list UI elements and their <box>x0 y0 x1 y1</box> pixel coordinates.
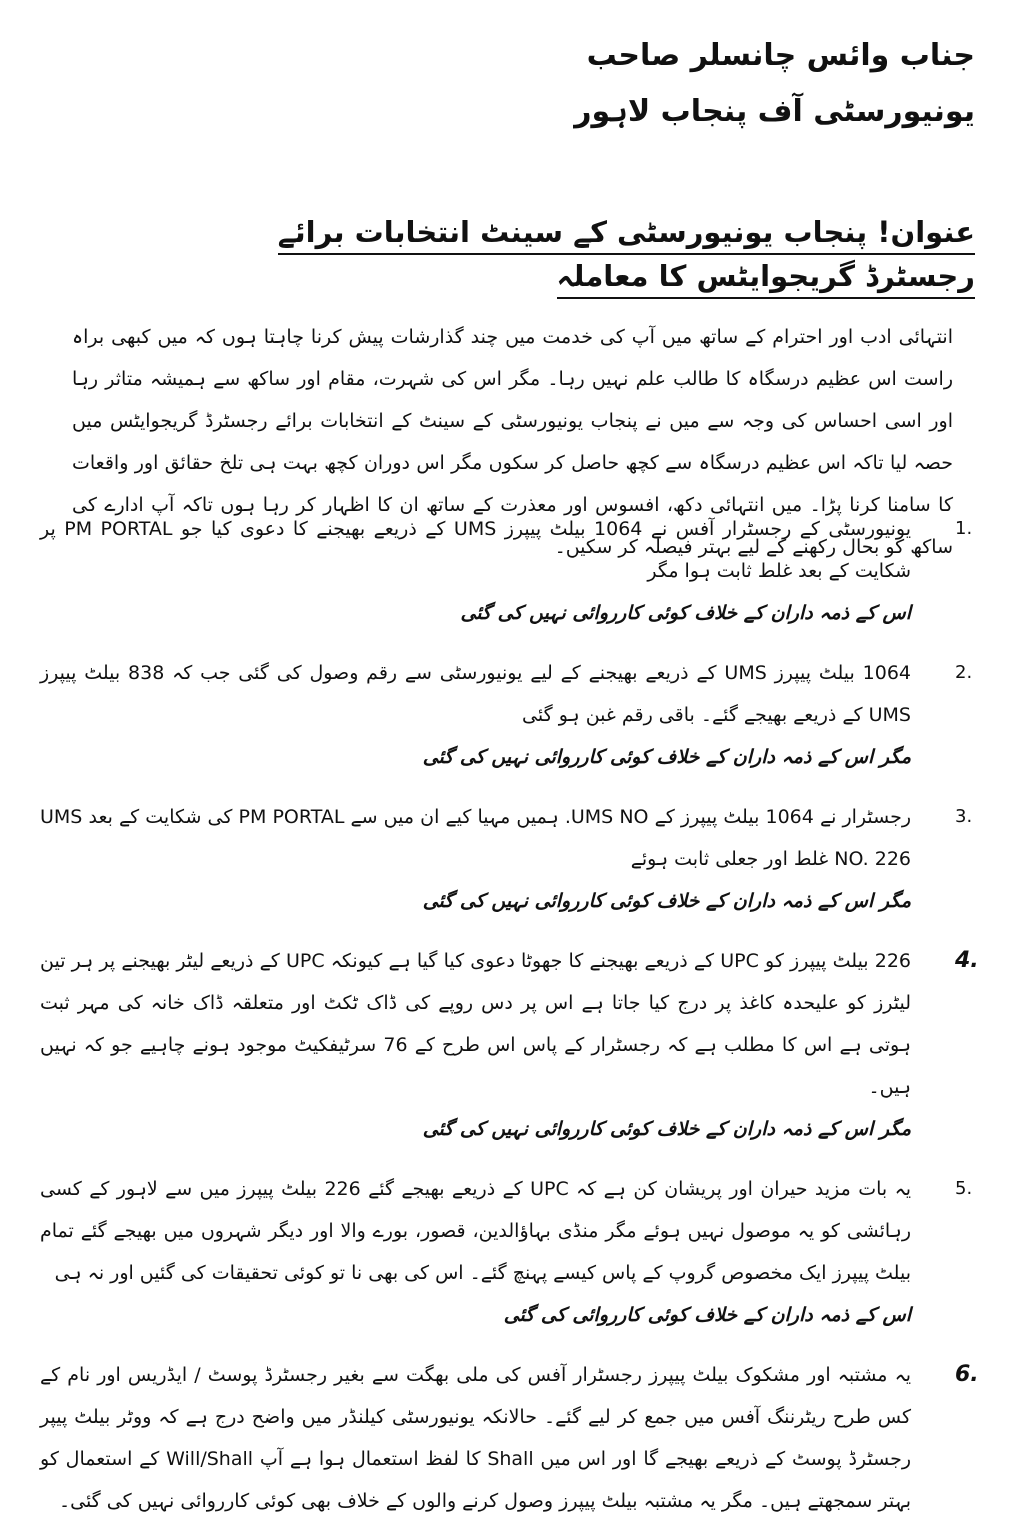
list-item <box>40 796 973 922</box>
item-number: 2. <box>955 662 973 683</box>
addressee-title: جناب وائس چانسلر صاحب <box>586 38 975 73</box>
subject-text: عنوان! پنجاب یونیورسٹی کے سینٹ انتخابات برائے رجسٹرڈ گریجوایٹس کا معاملہ <box>278 215 975 299</box>
intro-paragraph: انتہائی ادب اور احترام کے ساتھ میں آپ کی خدمت میں چند گذارشات پیش کرنا چاہتا ہوں کہ میں کبھی براہ راست اس عظیم درسگاہ کا طالب علم نہیں رہا۔ مگر اس کی شہرت، مقام اور ساکھ سے ہمیشہ متاثر رہا اور اسی احساس کی وجہ سے میں نے پنجاب یونیورسٹی کے سینٹ کے انتخابات برائے رجسٹرڈ گریجوایٹس میں حصہ لیا تاکہ اس عظیم درسگاہ سے کچھ حاصل کر سکوں مگر اس دوران کچھ بہت ہی تلخ حقائق اور واقعات کا سامنا کرنا پڑا۔ میں انتہائی دکھ، افسوس اور معذرت کے ساتھ ان کا اظہار کر رہا ہوں تاکہ آپ ادارے کی ساکھ کو بحال رکھنے کے لیے بہتر فیصلہ کر سکیں۔ <box>72 326 953 558</box>
item-emphasis: اس کے ذمہ داران کے خلاف کوئی کارروائی نہیں کی گئی <box>460 602 911 624</box>
item-text: رجسٹرار نے 1064 بیلٹ پیپرز کے UMS NO. ہمیں مہیا کیے ان میں سے PM PORTAL کی شکایت کے بعد UMS NO. 226 غلط اور جعلی ثابت ہوئے <box>40 806 912 870</box>
subject-heading <box>215 210 975 298</box>
item-text: 226 بیلٹ پیپرز کو UPC کے ذریعے بھیجنے کا جھوٹا دعوی کیا گیا ہے کیونکہ UPC کے ذریعے لیٹر بھیجنے پر ہر تین لیٹرز کو علیحدہ کاغذ پر درج کیا جاتا ہے اس پر دس روپے کی ڈاک ٹکٹ اور متعلقہ ڈاک خانہ کی مہر ثبت ہوتی ہے اس کا مطلب ہے کہ رجسٹرار کے پاس اس طرح کے 76 سرٹیفکیٹ موجود ہونے چاہیے جو کہ نہیں ہیں۔ <box>40 950 912 1098</box>
item-number: 3. <box>955 806 973 827</box>
item-number: 1. <box>955 518 973 539</box>
item-text: 1064 بیلٹ پیپرز UMS کے ذریعے بھیجنے کے لیے یونیورسٹی سے رقم وصول کی گئی جب کہ 838 بیلٹ پیپرز UMS کے ذریعے بھیجے گئے۔ باقی رقم غبن ہو گئی <box>40 662 911 726</box>
item-number: 6. <box>955 1362 979 1387</box>
complaint-list <box>40 508 979 1540</box>
item-text: یونیورسٹی کے رجسٹرار آفس نے 1064 بیلٹ پیپرز UMS کے ذریعے بھیجنے کا دعوی کیا جو PM PORTAL پر شکایت کے بعد غلط ثابت ہوا مگر <box>40 518 911 582</box>
item-emphasis: مگر اس کے ذمہ داران کے خلاف کوئی کارروائی نہیں کی گئی <box>422 746 911 768</box>
item-number: 4. <box>955 948 979 973</box>
item-emphasis: مگر اس کے ذمہ داران کے خلاف کوئی کارروائی نہیں کی گئی <box>422 1118 911 1140</box>
addressee-block <box>574 28 975 140</box>
addressee-institution: یونیورسٹی آف پنجاب لاہور <box>574 94 975 129</box>
list-item <box>40 508 973 634</box>
list-item <box>40 1168 973 1336</box>
list-item <box>40 1354 979 1522</box>
item-text: یہ بات مزید حیران اور پریشان کن ہے کہ UPC کے ذریعے بھیجے گئے 226 بیلٹ پیپرز میں سے لاہور کے کسی رہائشی کو یہ موصول نہیں ہوئے مگر منڈی بہاؤالدین، قصور، بورے والا اور دیگر شہروں میں بھیجے گئے تمام بیلٹ پیپرز ایک مخصوص گروپ کے پاس کیسے پہنچ گئے۔ اس کی بھی نا تو کوئی تحقیقات کی گئیں اور نہ ہی <box>40 1178 911 1284</box>
item-emphasis: اس کے ذمہ داران کے خلاف کوئی کارروائی کی گئی <box>503 1304 911 1326</box>
item-number: 5. <box>955 1178 973 1199</box>
list-item <box>40 940 979 1150</box>
item-emphasis: مگر اس کے ذمہ داران کے خلاف کوئی کارروائی نہیں کی گئی <box>422 890 911 912</box>
item-text: یہ مشتبہ اور مشکوک بیلٹ پیپرز رجسٹرار آفس کی ملی بھگت سے بغیر رجسٹرڈ پوسٹ / ایڈریس اور نام کے کس طرح ریٹرننگ آفس میں جمع کر لیے گئے۔ حالانکہ یونیورسٹی کیلنڈر میں واضح درج ہے کہ ووٹر بیلٹ پیپر رجسٹرڈ پوسٹ کے ذریعے بھیجے گا اور اس میں Shall کا لفظ استعمال ہوا ہے آپ Will/Shall کے استعمال کو بہتر سمجھتے ہیں۔ مگر یہ مشتبہ بیلٹ پیپرز وصول کرنے والوں کے خلاف بھی کوئی کارروائی نہیں کی گئی۔ <box>40 1364 911 1512</box>
list-item <box>40 652 973 778</box>
